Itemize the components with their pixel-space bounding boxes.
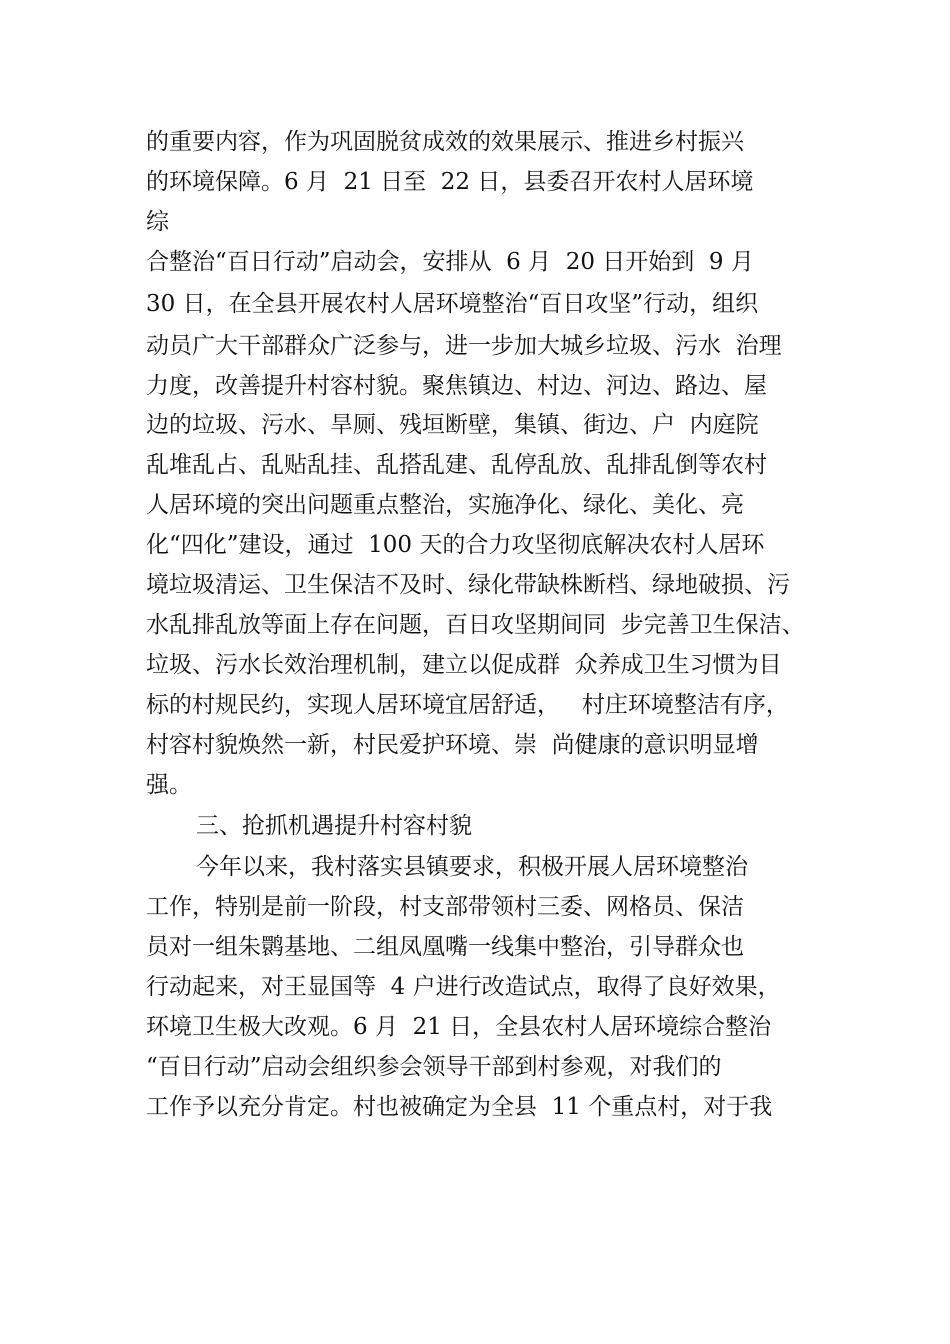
text-line: 的环境保障。6 月 21 日至 22 日，县委召开农村人居环境: [146, 169, 754, 195]
text-line: 员对一组朱鹮基地、二组凤凰嘴一线集中整治，引导群众也: [146, 934, 744, 960]
text-line: 边的垃圾、污水、旱厕、残垣断壁，集镇、街边、户 内庭院: [146, 412, 759, 438]
text-line: 行动起来，对王显国等 4 户进行改造试点，取得了良好效果，: [146, 974, 781, 1000]
text-line: 工作予以充分肯定。村也被确定为全县 11 个重点村，对于我: [146, 1094, 773, 1120]
text-line: 30 日，在全县开展农村人居环境整治“百日攻坚”行动，组织: [146, 291, 759, 317]
text-line: 乱堆乱占、乱贴乱挂、乱搭乱建、乱停乱放、乱排乱倒等农村: [146, 452, 767, 478]
text-line: 动员广大干部群众广泛参与，进一步加大城乡垃圾、污水 治理: [146, 333, 782, 359]
text-line: 环境卫生极大改观。6 月 21 日，全县农村人居环境综合整治: [146, 1014, 772, 1040]
text-line: 村容村貌焕然一新，村民爱护环境、崇 尚健康的意识明显增: [146, 732, 759, 758]
text-line: 合整治“百日行动”启动会，安排从 6 月 20 日开始到 9 月: [146, 249, 754, 275]
text-line: 境垃圾清运、卫生保洁不及时、绿化带缺株断档、绿地破损、污: [146, 572, 790, 598]
text-line: 今年以来，我村落实县镇要求，积极开展人居环境整治: [196, 854, 748, 880]
text-line: 水乱排乱放等面上存在问题，百日攻坚期间同 步完善卫生保洁、: [146, 612, 805, 638]
text-line: 工作，特别是前一阶段，村支部带领村三委、网格员、保洁: [146, 894, 744, 920]
text-line: 强。: [146, 772, 192, 798]
text-line: 标的村规民约，实现人居环境宜居舒适， 村庄环境整洁有序，: [146, 692, 789, 718]
section-heading: 三、抢抓机遇提升村容村貌: [196, 813, 472, 839]
text-line: 综: [146, 209, 169, 235]
text-line: 人居环境的突出问题重点整治，实施净化、绿化、美化、亮: [146, 492, 744, 518]
text-line: 力度，改善提升村容村貌。聚焦镇边、村边、河边、路边、屋: [146, 373, 767, 399]
text-line: 的重要内容，作为巩固脱贫成效的效果展示、推进乡村振兴: [146, 129, 744, 155]
text-line: “百日行动”启动会组织参会领导干部到村参观，对我们的: [146, 1054, 722, 1080]
text-line: 垃圾、污水长效治理机制，建立以促成群 众养成卫生习惯为目: [146, 652, 782, 678]
text-line: 化“四化”建设，通过 100 天的合力攻坚彻底解决农村人居环: [146, 532, 765, 558]
